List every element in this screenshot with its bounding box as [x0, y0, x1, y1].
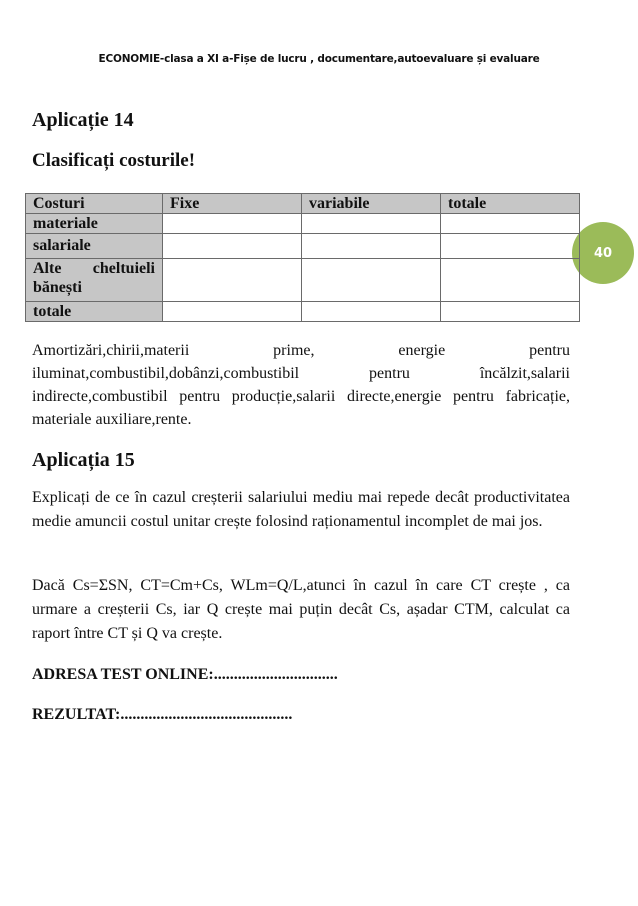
header-totale: totale: [441, 194, 580, 214]
table-cell: [163, 234, 302, 259]
table-row: [26, 214, 580, 234]
table-row: [26, 234, 580, 259]
result-line: REZULTAT:...........................................: [32, 706, 293, 723]
header-variabile: variabile: [302, 194, 441, 214]
page-number-badge: 40: [572, 222, 634, 284]
row-label-alte-cheltuieli: Alte cheltuieli bănești: [26, 259, 163, 302]
table-cell: [163, 259, 302, 302]
row-label-salariale: salariale: [26, 234, 163, 259]
table-cell: [163, 214, 302, 234]
application-14-subtitle: Clasificați costurile!: [32, 150, 196, 171]
table-cell: [302, 302, 441, 322]
table-cell: [441, 214, 580, 234]
application-15-title: Aplicația 15: [32, 449, 135, 471]
table-cell: [441, 302, 580, 322]
header-fixe: Fixe: [163, 194, 302, 214]
page-header: ECONOMIE-clasa a XI a-Fișe de lucru , documentare,autoevaluare și evaluare: [98, 53, 540, 65]
application-15-paragraph-1: Explicați de ce în cazul creșterii salariului mediu mai repede decât productivitatea medie amuncii costul unitar crește folosind raționamentul incomplet de mai jos.: [32, 489, 570, 530]
table-row: [26, 302, 580, 322]
table-cell: [302, 214, 441, 234]
application-15-paragraph-2: Dacă Cs=ΣSN, CT=Cm+Cs, WLm=Q/L,atunci în cazul în care CT crește , ca urmare a creșterii Cs, iar Q crește mai puțin decât Cs, așadar CTM, calculat ca raport între CT și Q va crește.: [32, 577, 570, 642]
table-cell: [441, 259, 580, 302]
cost-items-paragraph: Amortizări,chirii,materii prime, energie pentru iluminat,combustibil,dobânzi,combustibil pentru încălzit,salarii indirecte,combustibil pentru producție,salarii directe,energie pentru fabricație, materiale auxiliare,rente.: [32, 342, 570, 428]
table-cell: [302, 234, 441, 259]
application-14-title: Aplicație 14: [32, 109, 134, 131]
table-cell: [302, 259, 441, 302]
table-row: [26, 259, 580, 302]
header-costuri: Costuri: [26, 194, 163, 214]
costs-table: [25, 193, 580, 322]
online-test-address: ADRESA TEST ONLINE:...............................: [32, 666, 338, 683]
table-cell: [163, 302, 302, 322]
table-header-row: [26, 194, 580, 214]
row-label-materiale: materiale: [26, 214, 163, 234]
row-label-totale: totale: [26, 302, 163, 322]
table-cell: [441, 234, 580, 259]
